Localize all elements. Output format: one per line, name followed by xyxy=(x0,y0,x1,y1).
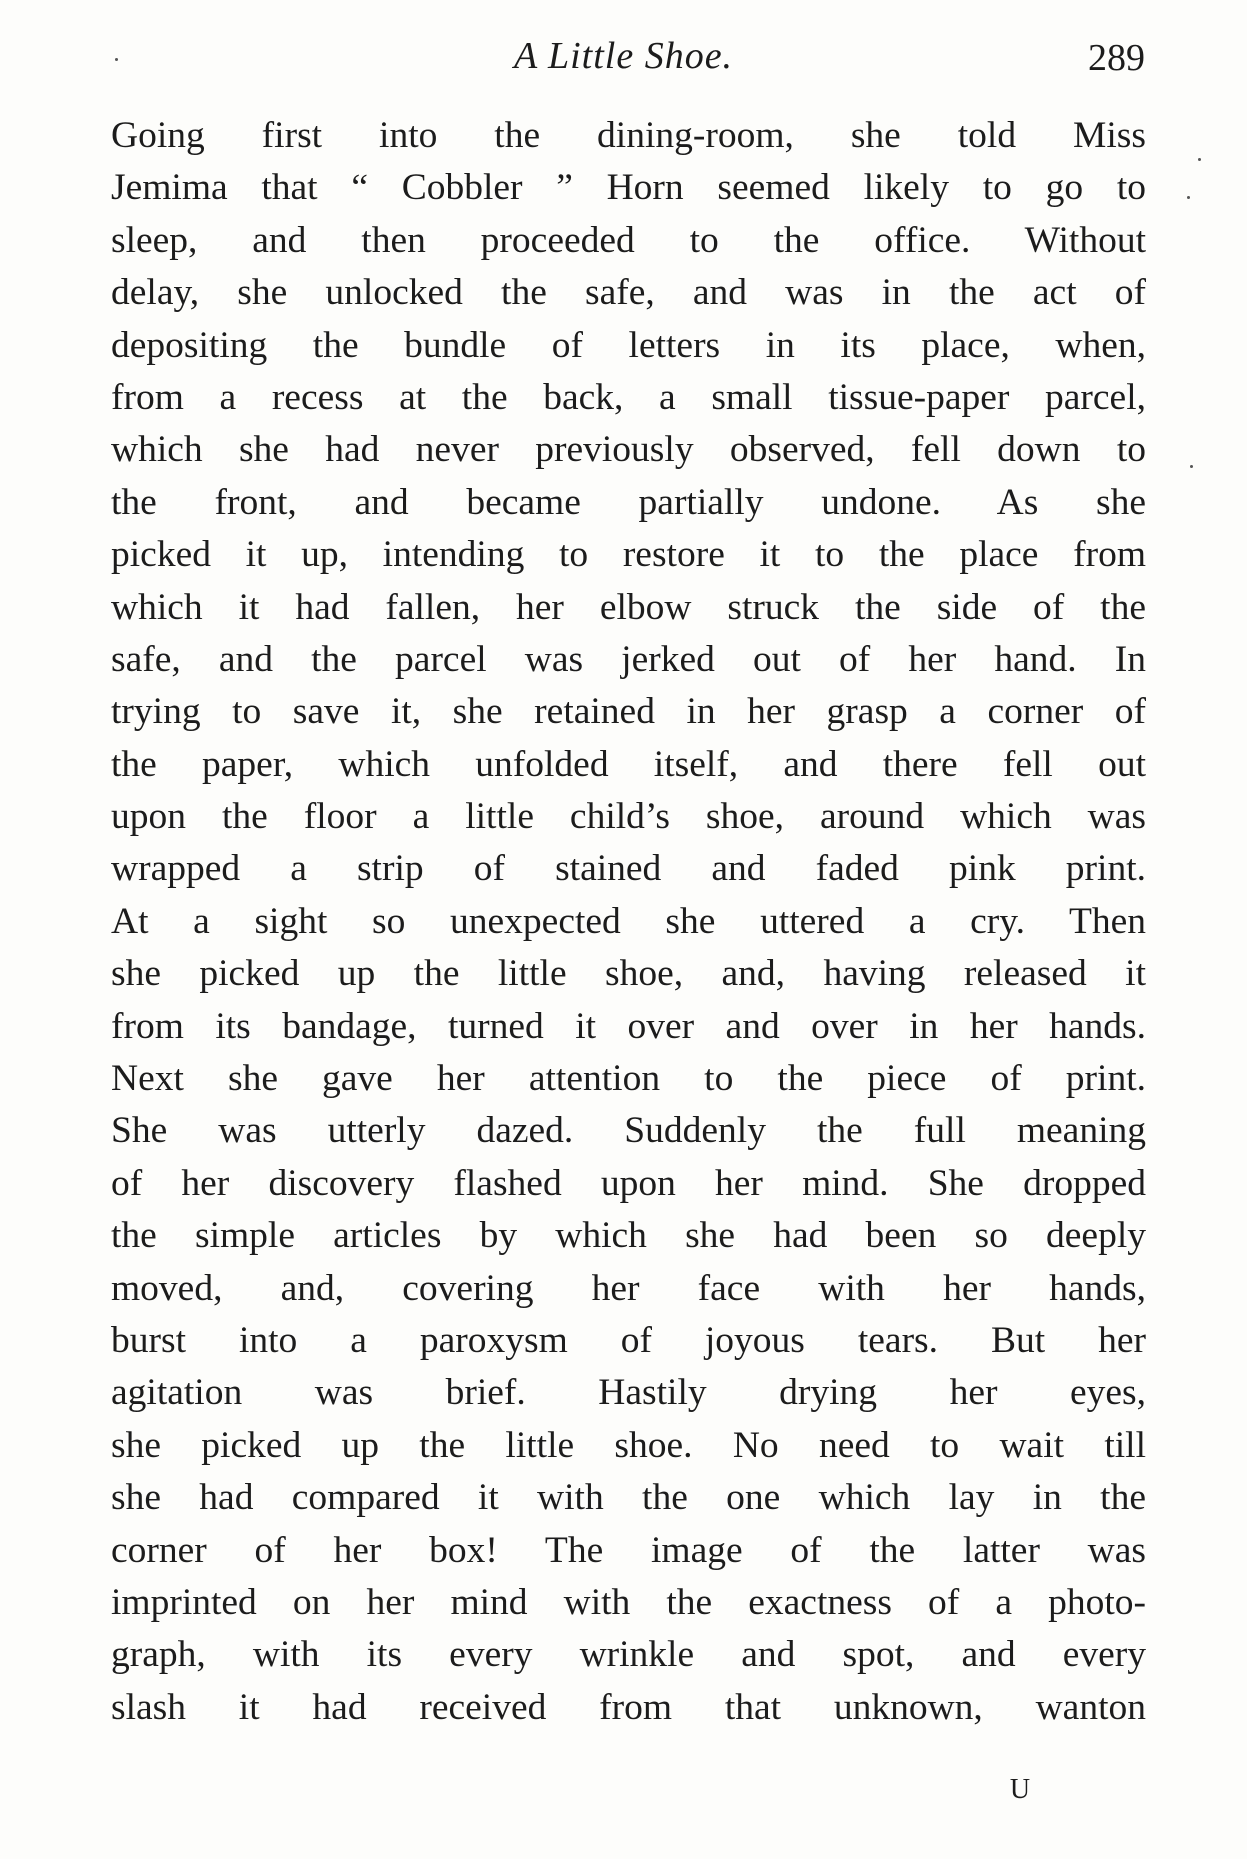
print-speck xyxy=(115,58,118,61)
text-line: from its bandage, turned it over and over in her hands. xyxy=(111,1005,1146,1047)
text-line: wrapped a strip of stained and faded pink print. xyxy=(111,848,1146,890)
text-line: delay, she unlocked the safe, and was in the act of xyxy=(111,272,1146,314)
text-line: At a sight so unexpected she uttered a cry. Then xyxy=(111,900,1146,942)
text-line: which it had fallen, her elbow struck the side of the xyxy=(111,586,1146,628)
text-line: corner of her box! The image of the latter was xyxy=(111,1529,1146,1571)
print-speck xyxy=(1187,196,1190,199)
text-line: depositing the bundle of letters in its place, when, xyxy=(111,324,1146,366)
text-line: which she had never previously observed, fell down to xyxy=(111,429,1146,471)
text-line: the simple articles by which she had been so deeply xyxy=(111,1215,1146,1257)
text-line: sleep, and then proceeded to the office. Without xyxy=(111,219,1146,261)
print-speck xyxy=(1198,158,1201,161)
text-line: Next she gave her attention to the piece of print. xyxy=(111,1058,1146,1100)
text-line: from a recess at the back, a small tissue-paper parcel, xyxy=(111,376,1146,418)
print-speck xyxy=(1190,465,1193,468)
running-title: A Little Shoe. xyxy=(513,35,734,77)
text-line: of her discovery flashed upon her mind. She dropped xyxy=(111,1162,1146,1204)
text-line: Going first into the dining-room, she told Miss xyxy=(111,115,1146,156)
signature-mark: U xyxy=(1009,1774,1031,1805)
text-line: She was utterly dazed. Suddenly the full meaning xyxy=(111,1110,1146,1152)
text-line: graph, with its every wrinkle and spot, and every xyxy=(111,1634,1146,1676)
text-line: the front, and became partially undone. As she xyxy=(111,481,1146,523)
text-line: moved, and, covering her face with her hands, xyxy=(111,1267,1146,1309)
text-line: she had compared it with the one which lay in the xyxy=(111,1477,1146,1519)
body-text xyxy=(111,110,1146,1734)
text-line: upon the floor a little child’s shoe, around which was xyxy=(111,796,1146,838)
text-line: safe, and the parcel was jerked out of her hand. In xyxy=(111,638,1146,680)
text-line: slash it had received from that unknown, wanton xyxy=(111,1686,1146,1728)
page-number: 289 xyxy=(1088,37,1145,79)
text-line: trying to save it, she retained in her grasp a corner of xyxy=(111,691,1146,733)
text-line: imprinted on her mind with the exactness of a photo- xyxy=(111,1581,1146,1623)
text-line: Jemima that “ Cobbler ” Horn seemed likely to go to xyxy=(111,167,1146,209)
text-line: she picked up the little shoe, and, having released it xyxy=(111,953,1146,995)
text-line: the paper, which unfolded itself, and there fell out xyxy=(111,743,1146,785)
text-line: agitation was brief. Hastily drying her eyes, xyxy=(111,1372,1146,1414)
text-line: picked it up, intending to restore it to the place from xyxy=(111,534,1146,576)
text-line: she picked up the little shoe. No need to wait till xyxy=(111,1424,1146,1466)
text-line: burst into a paroxysm of joyous tears. But her xyxy=(111,1319,1146,1361)
